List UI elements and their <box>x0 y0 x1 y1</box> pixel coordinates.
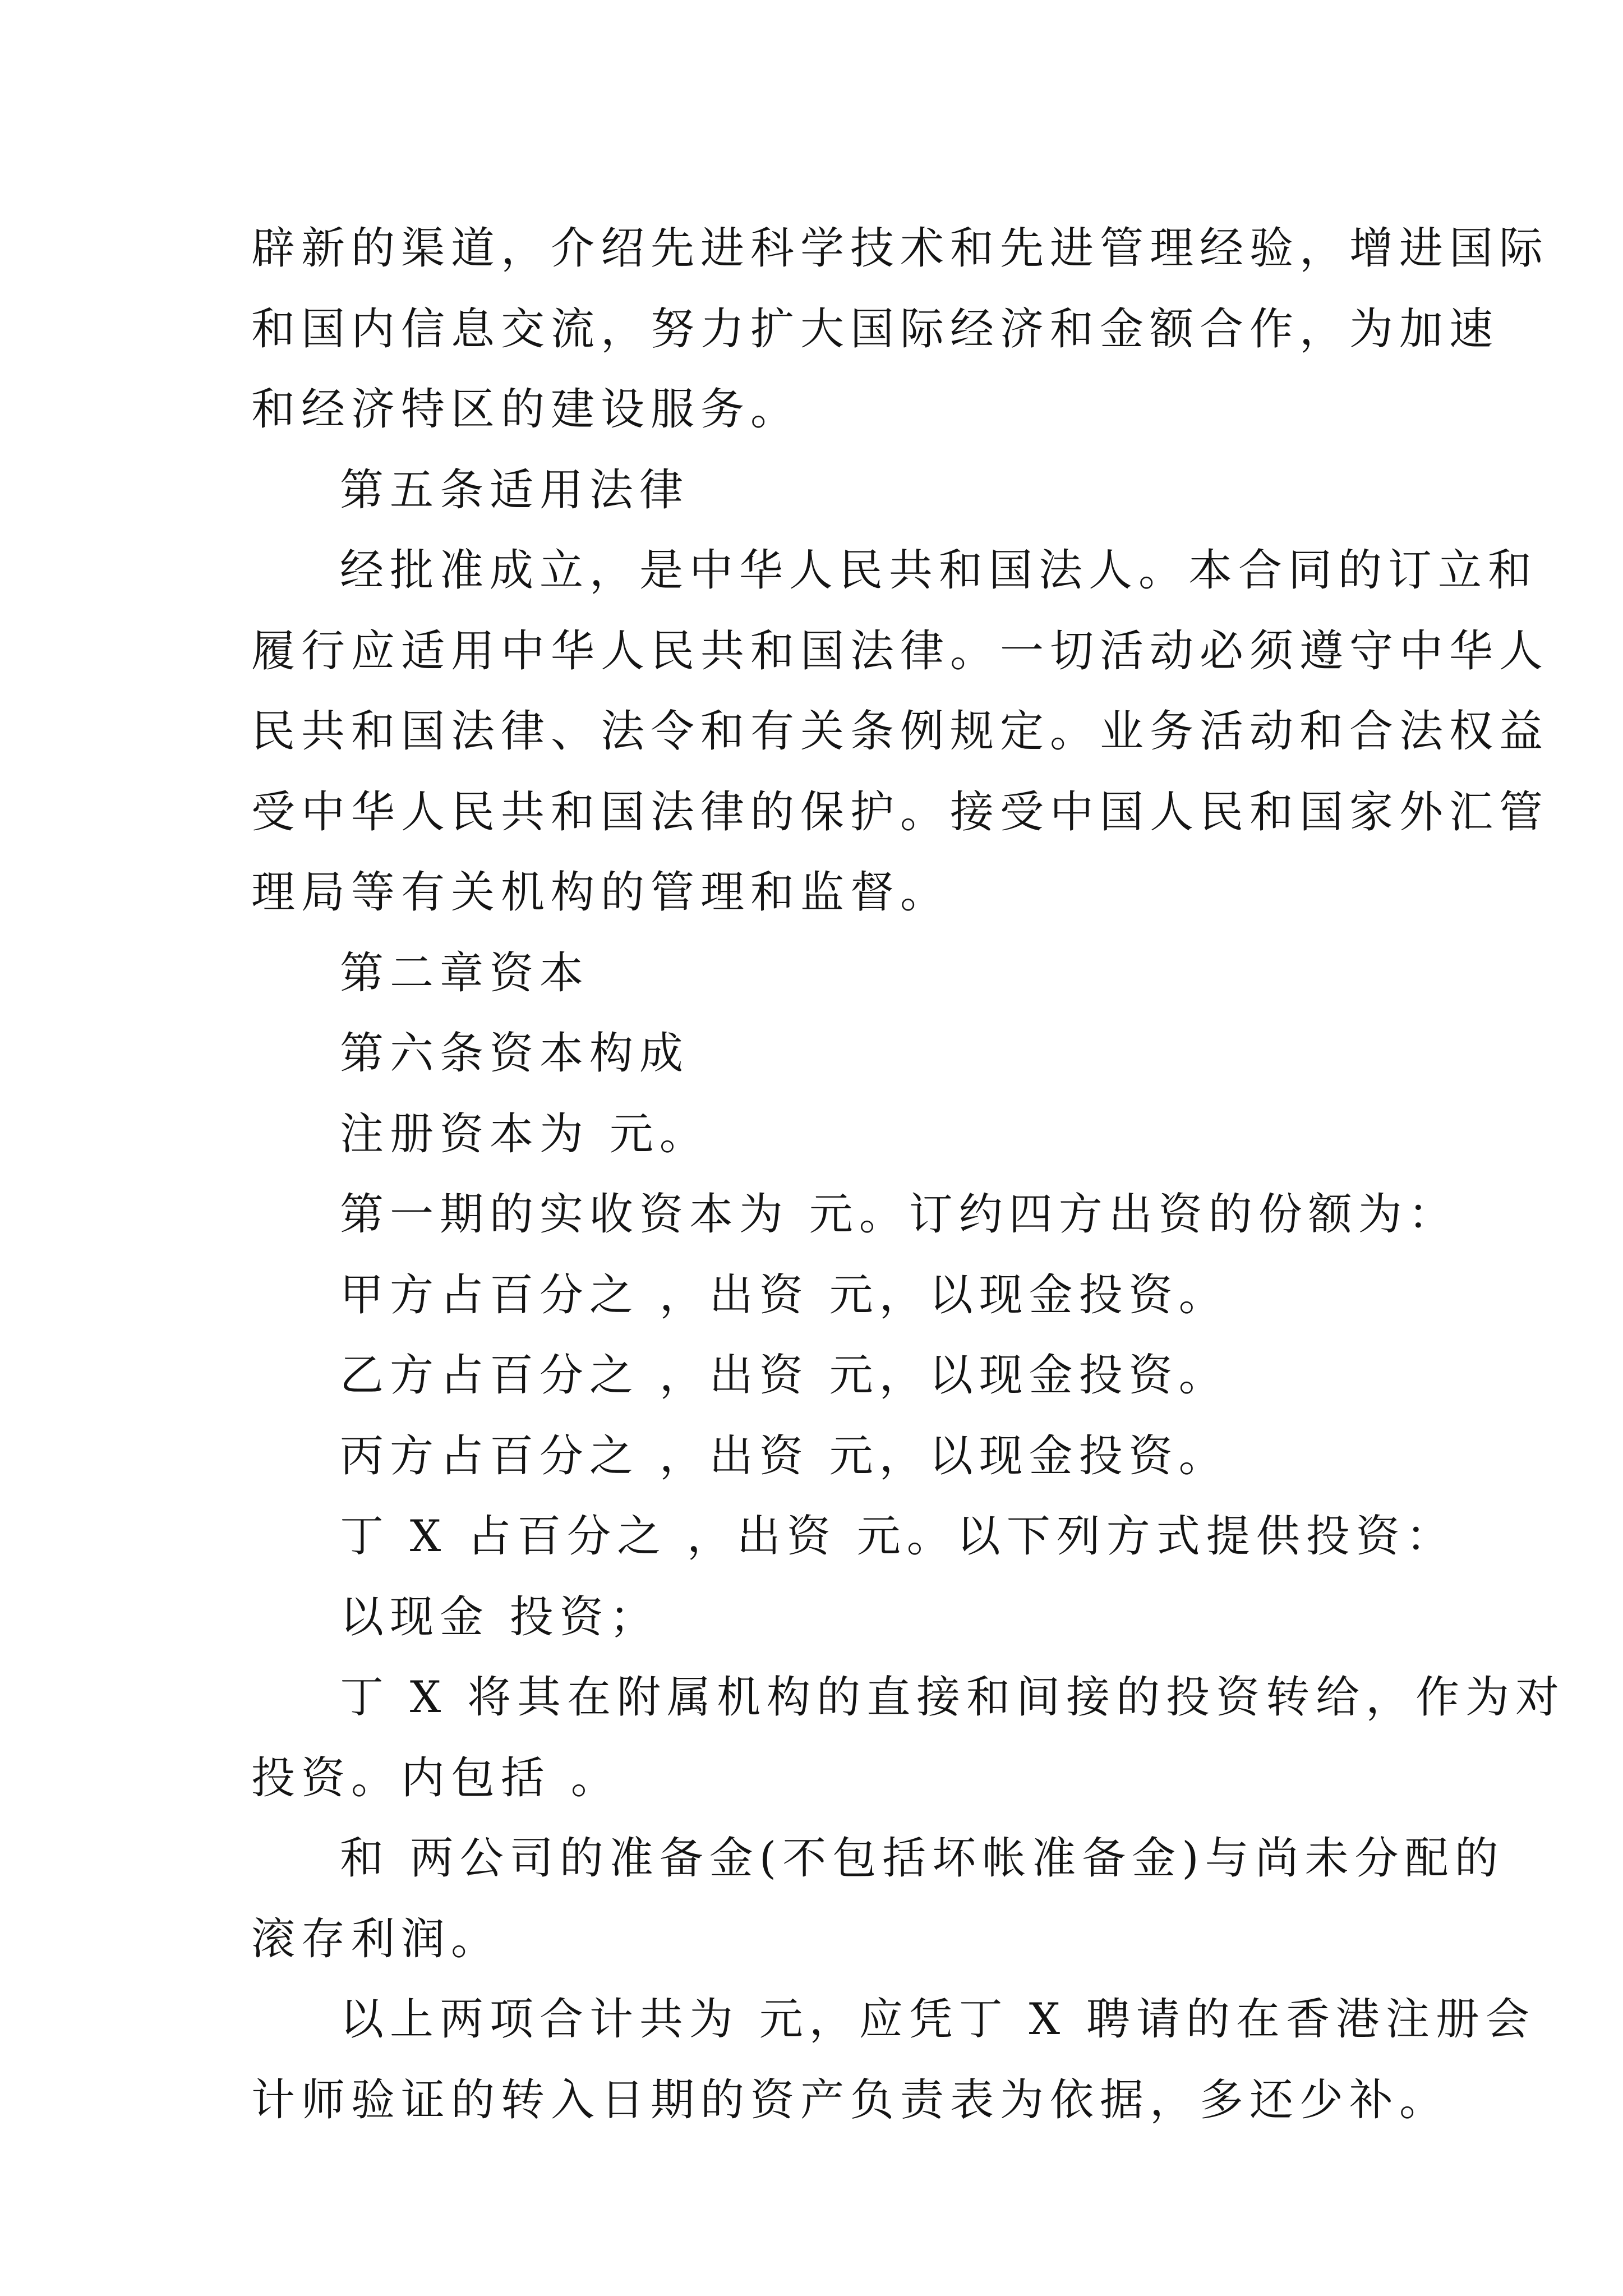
text-line: 投资。内包括 。 <box>251 1752 621 1803</box>
text-line: 和 两公司的准备金(不包括坏帐准备金)与尚未分配的 <box>340 1833 1505 1884</box>
text-line: 理局等有关机构的管理和监督。 <box>251 867 951 918</box>
text-line: 以现金 投资； <box>340 1591 660 1642</box>
text-line: 第一期的实收资本为 元。订约四方出资的份额为： <box>340 1189 1458 1240</box>
text-line: 丁 X 占百分之 ，出资 元。以下列方式提供投资： <box>340 1511 1456 1562</box>
text-line: 乙方占百分之 ，出资 元，以现金投资。 <box>340 1350 1229 1401</box>
chapter-heading: 第二章资本 <box>340 947 590 999</box>
text-line: 履行应适用中华人民共和国法律。一切活动必须遵守中华人 <box>251 625 1550 677</box>
text-line: 丁 X 将其在附属机构的直接和间接的投资转给，作为对 <box>340 1672 1566 1723</box>
article-heading: 第六条资本构成 <box>340 1028 690 1079</box>
document-body <box>251 209 1566 2141</box>
text-line: 甲方占百分之 ，出资 元，以现金投资。 <box>340 1269 1229 1320</box>
text-line: 辟新的渠道，介绍先进科学技术和先进管理经验，增进国际 <box>251 223 1550 274</box>
article-heading: 第五条适用法律 <box>340 464 690 516</box>
text-line: 以上两项合计共为 元，应凭丁 X 聘请的在香港注册会 <box>340 1994 1536 2045</box>
text-line: 经批准成立，是中华人民共和国法人。本合同的订立和 <box>340 545 1538 596</box>
text-line: 注册资本为 元。 <box>340 1108 709 1159</box>
text-line: 计师验证的转入日期的资产负责表为依据，多还少补。 <box>251 2074 1450 2125</box>
text-line: 丙方占百分之 ，出资 元，以现金投资。 <box>340 1430 1229 1481</box>
text-line: 和经济特区的建设服务。 <box>251 384 801 435</box>
text-line: 受中华人民共和国法律的保护。接受中国人民和国家外汇管 <box>251 786 1550 838</box>
text-line: 民共和国法律、法令和有关条例规定。业务活动和合法权益 <box>251 706 1550 757</box>
text-line: 和国内信息交流，努力扩大国际经济和金额合作，为加速 <box>251 303 1500 355</box>
text-line: 滚存利润。 <box>251 1913 501 1964</box>
